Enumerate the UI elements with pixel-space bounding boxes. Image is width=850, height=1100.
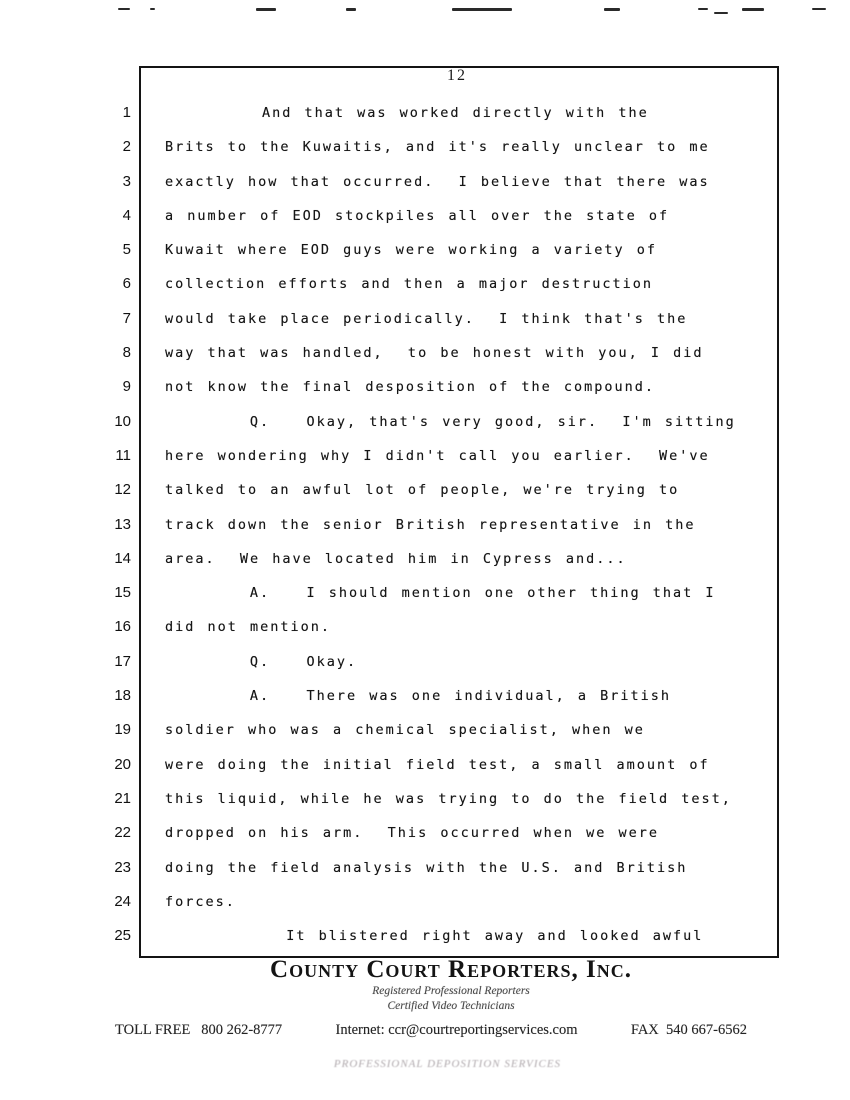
line-text: talked to an awful lot of people, we're trying to xyxy=(165,482,680,499)
line-text: way that was handled, to be honest with you, I did xyxy=(165,345,704,362)
scan-artifact xyxy=(118,8,130,10)
line-text: Q. Okay, that's very good, sir. I'm sitting xyxy=(165,413,736,430)
line-text: forces. xyxy=(165,893,236,910)
transcript-line xyxy=(0,267,850,301)
line-number: 15 xyxy=(114,584,131,602)
line-text: a number of EOD stockpiles all over the state of xyxy=(165,207,670,224)
transcript-line xyxy=(0,645,850,679)
transcript-line xyxy=(0,439,850,473)
page-number: 12 xyxy=(447,67,467,84)
footer-tagline-1: Registered Professional Reporters xyxy=(372,985,530,997)
line-text: doing the field analysis with the U.S. and British xyxy=(165,859,688,876)
line-number: 4 xyxy=(122,206,131,224)
line-number: 25 xyxy=(114,927,131,945)
line-text: dropped on his arm. This occurred when we were xyxy=(165,825,660,842)
line-text: area. We have located him in Cypress and... xyxy=(165,550,627,567)
line-text: Q. Okay. xyxy=(165,653,358,670)
line-text: A. There was one individual, a British xyxy=(165,688,672,705)
line-text: not know the final desposition of the compound. xyxy=(165,379,656,396)
line-number: 20 xyxy=(114,755,131,773)
transcript-line xyxy=(0,816,850,850)
transcript-line xyxy=(0,370,850,404)
internet-email: Internet: ccr@courtreportingservices.com xyxy=(335,1022,578,1038)
transcript-line xyxy=(0,508,850,542)
scan-artifact xyxy=(256,8,276,11)
line-number: 19 xyxy=(114,721,131,739)
line-number: 5 xyxy=(122,241,131,259)
scan-artifact xyxy=(714,12,728,14)
line-text: soldier who was a chemical specialist, when we xyxy=(165,722,645,739)
footer-tagline-2: Certified Video Technicians xyxy=(387,1000,515,1012)
scan-artifact xyxy=(742,8,764,11)
scan-artifact xyxy=(150,8,155,10)
line-number: 14 xyxy=(114,549,131,567)
line-text: Kuwait where EOD guys were working a variety of xyxy=(165,242,658,259)
line-text: track down the senior British representative in the xyxy=(165,516,696,533)
transcript-line xyxy=(0,405,850,439)
transcript-line xyxy=(0,473,850,507)
line-text: this liquid, while he was trying to do the field test, xyxy=(165,790,732,807)
reporter-company-name: County Court Reporters, Inc. xyxy=(270,956,632,983)
scan-artifact xyxy=(346,8,356,11)
transcript-line xyxy=(0,130,850,164)
transcript-line xyxy=(0,782,850,816)
line-number: 7 xyxy=(122,309,131,327)
line-number: 22 xyxy=(114,824,131,842)
transcript-line xyxy=(0,748,850,782)
line-number: 12 xyxy=(114,481,131,499)
footer-contact-row xyxy=(115,1022,747,1039)
fax-number: FAX 540 667-6562 xyxy=(630,1022,747,1038)
transcript-line xyxy=(0,576,850,610)
transcript-line xyxy=(0,542,850,576)
line-number: 16 xyxy=(114,618,131,636)
scan-artifact xyxy=(812,8,826,10)
line-text: And that was worked directly with the xyxy=(165,105,649,121)
line-number: 24 xyxy=(114,892,131,910)
line-text: collection efforts and then a major destruction xyxy=(165,276,654,293)
line-text: did not mention. xyxy=(165,619,332,636)
line-number: 11 xyxy=(115,446,131,464)
line-text: here wondering why I didn't call you earlier. We've xyxy=(165,447,710,464)
line-number: 8 xyxy=(122,344,131,362)
line-number: 23 xyxy=(114,858,131,876)
transcript-line xyxy=(0,610,850,644)
transcript-line xyxy=(0,96,850,130)
scan-artifact xyxy=(604,8,620,11)
line-text: would take place periodically. I think that's the xyxy=(165,310,688,327)
line-text: exactly how that occurred. I believe that there was xyxy=(165,173,710,190)
line-number: 9 xyxy=(122,378,131,396)
transcript-line xyxy=(0,919,850,953)
transcript-lines xyxy=(0,96,850,953)
line-number: 18 xyxy=(114,687,131,705)
line-number: 6 xyxy=(122,275,131,293)
transcript-line xyxy=(0,233,850,267)
transcript-line xyxy=(0,713,850,747)
line-number: 21 xyxy=(114,789,131,807)
footer-watermark: PROFESSIONAL DEPOSITION SERVICES xyxy=(333,1058,562,1070)
scan-artifact xyxy=(698,8,708,10)
transcript-line xyxy=(0,199,850,233)
transcript-line xyxy=(0,336,850,370)
line-number: 17 xyxy=(114,652,131,670)
transcript-line xyxy=(0,885,850,919)
line-text: A. I should mention one other thing that I xyxy=(165,585,716,602)
scan-artifact xyxy=(452,8,512,11)
footer xyxy=(0,956,850,1014)
transcript-line xyxy=(0,302,850,336)
line-number: 1 xyxy=(122,104,131,121)
line-number: 13 xyxy=(114,515,131,533)
transcript-line xyxy=(0,679,850,713)
transcript-line xyxy=(0,851,850,885)
transcript-line xyxy=(0,165,850,199)
line-number: 2 xyxy=(122,138,131,156)
line-text: were doing the initial field test, a small amount of xyxy=(165,756,710,773)
line-number: 3 xyxy=(122,172,131,190)
line-number: 10 xyxy=(114,412,131,430)
line-text: It blistered right away and looked awful xyxy=(165,928,704,945)
line-text: Brits to the Kuwaitis, and it's really unclear to me xyxy=(165,139,710,156)
toll-free-number: TOLL FREE 800 262-8777 xyxy=(115,1022,283,1038)
